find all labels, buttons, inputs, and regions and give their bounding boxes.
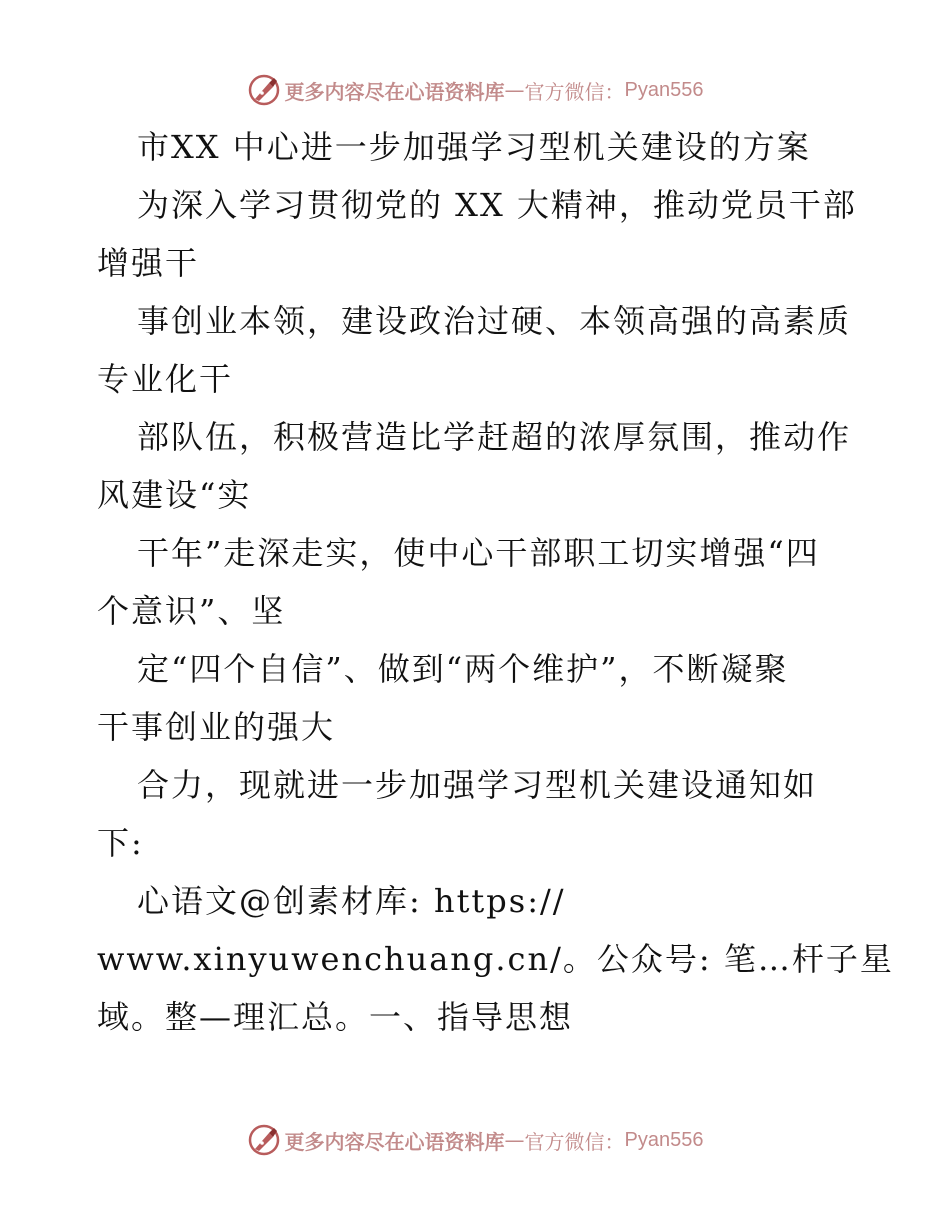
header-watermark-banner [0,70,950,110]
paragraph-line: 干事创业的强大 [97,708,336,746]
pen-nib-logo-icon [247,1123,281,1157]
source-line: 心语文@创素材库: https:// [137,882,566,920]
banner-official-label: 官方微信： [524,79,625,104]
banner-main-text: 更多内容尽在心语资料库 [284,1129,505,1154]
section-heading-line: 域。整—理汇总。一、指导思想 [97,998,574,1036]
banner-wechat-id: Pyan556 [624,1128,704,1151]
banner-main-text: 更多内容尽在心语资料库 [284,79,505,104]
document-title: 市XX 中心进一步加强学习型机关建设的方案 [137,128,811,166]
pen-nib-logo-icon [247,73,281,107]
document-body [97,118,894,1046]
banner-official-label: 官方微信： [524,1129,625,1154]
paragraph-line: 为深入学习贯彻党的 XX 大精神，推动党员干部 [137,186,857,224]
paragraph-line: 个意识”、坚 [97,592,286,630]
paragraph-line: 事创业本领，建设政治过硬、本领高强的高素质 [137,302,852,340]
paragraph-line: 定“四个自信”、做到“两个维护”，不断凝聚 [137,650,789,688]
banner-separator: — [504,1128,525,1152]
paragraph-line: 专业化干 [97,360,234,398]
paragraph-line: 增强干 [97,244,200,282]
banner-wechat-id: Pyan556 [624,78,704,101]
source-line: www.xinyuwenchuang.cn/。公众号: 笔…杆子星 [97,940,894,978]
banner-separator: — [504,78,525,102]
paragraph-line: 下: [97,824,144,862]
paragraph-line: 风建设“实 [97,476,252,514]
paragraph-line: 干年”走深走实，使中心干部职工切实增强“四 [137,534,820,572]
paragraph-line: 部队伍，积极营造比学赶超的浓厚氛围，推动作 [137,418,852,456]
paragraph-line: 合力，现就进一步加强学习型机关建设通知如 [137,766,818,804]
footer-watermark-banner [0,1120,950,1160]
